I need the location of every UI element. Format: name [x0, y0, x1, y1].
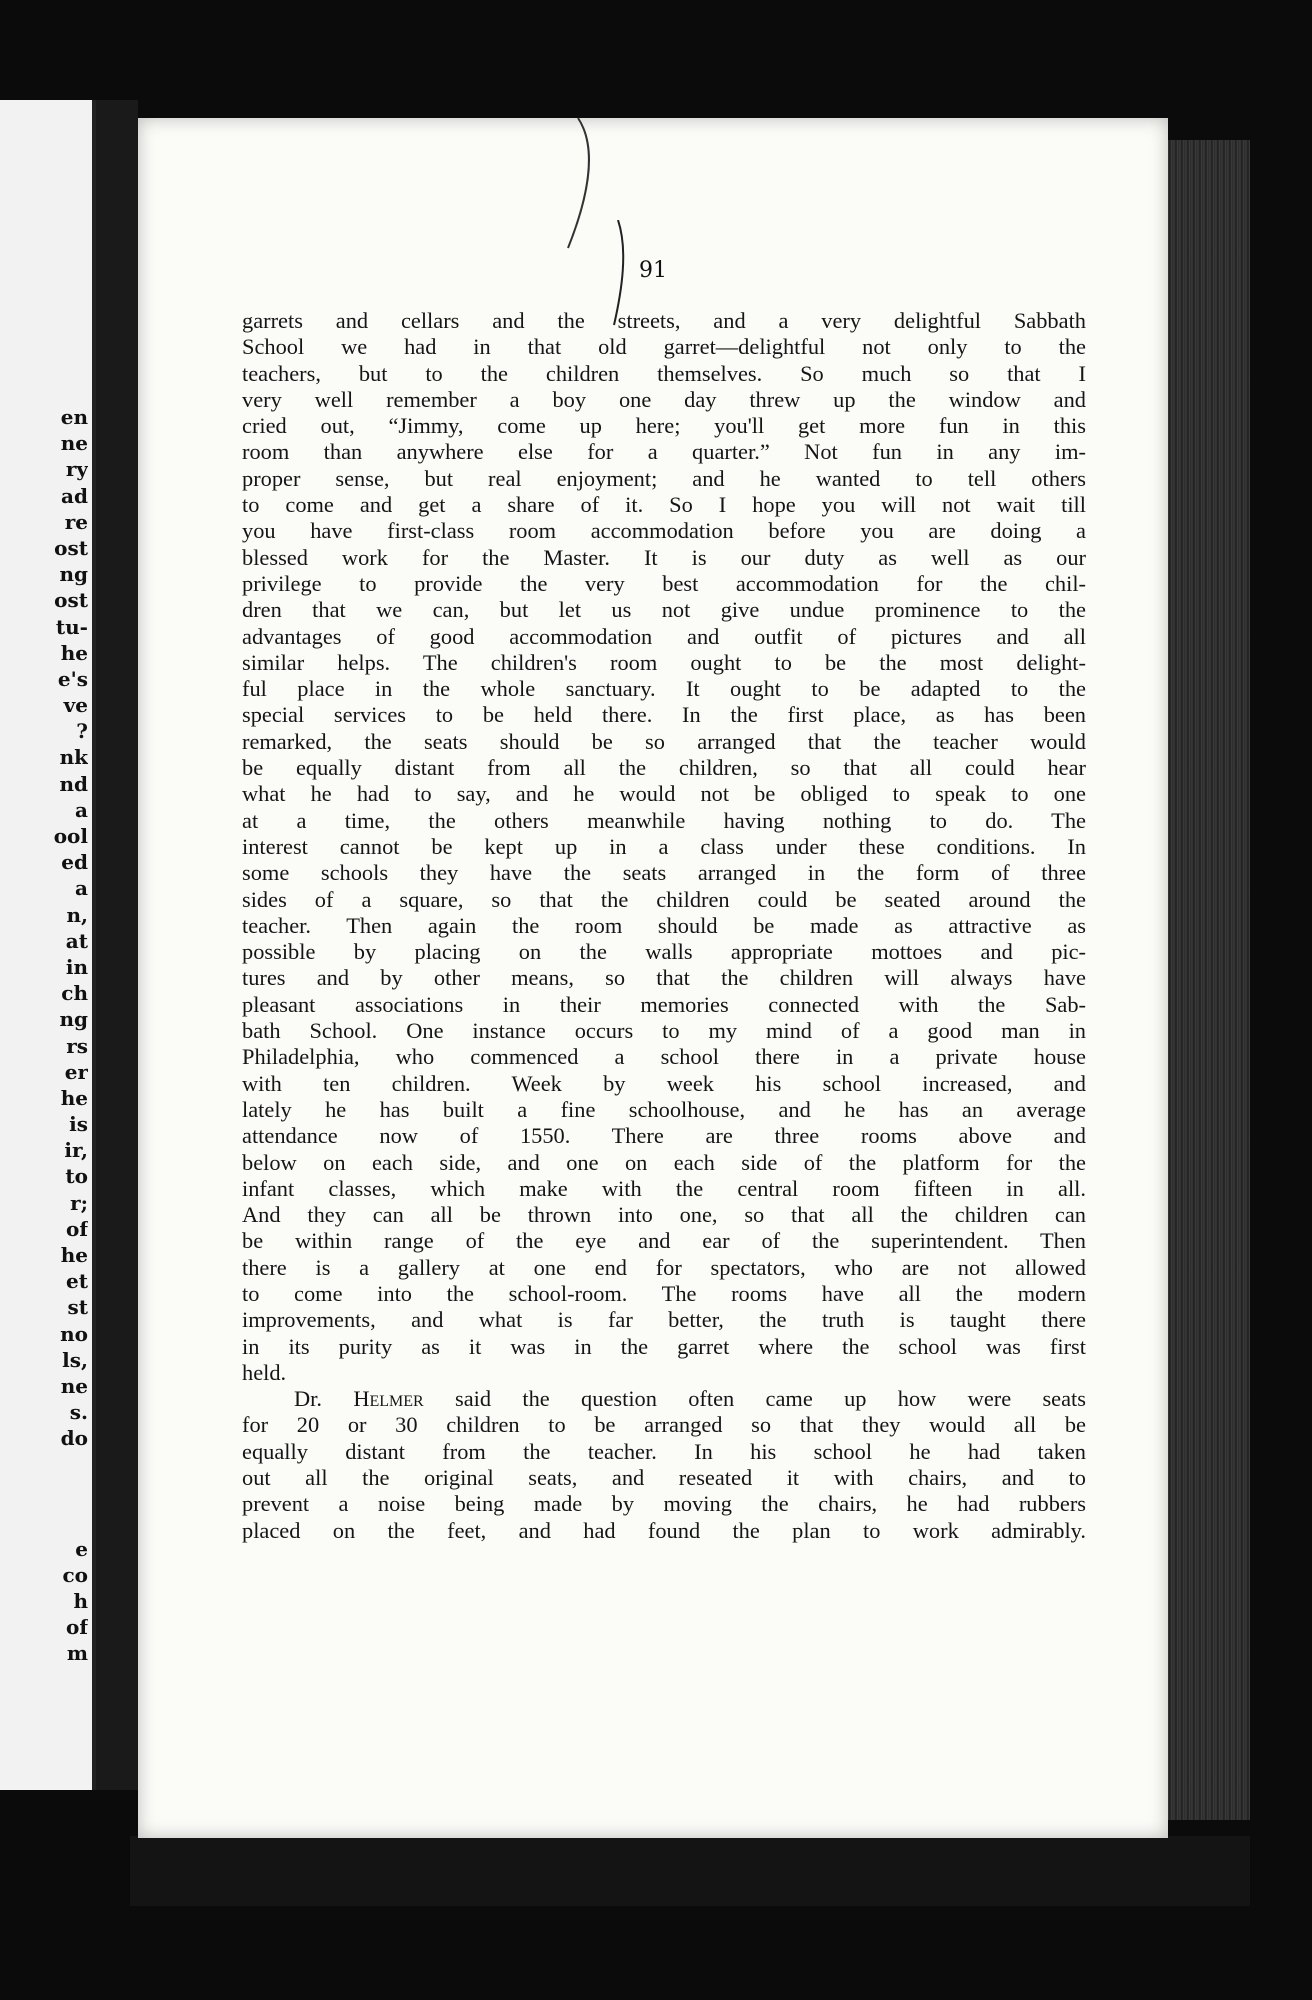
- page-edges: [1160, 140, 1250, 1820]
- text-line: pleasant associations in their memories connected with the Sab-: [242, 991, 1086, 1017]
- text-line: attendance now of 1550. There are three rooms above and: [242, 1123, 1086, 1149]
- speaker-name: Helmer: [353, 1386, 424, 1412]
- left-page-fragment: n,: [66, 902, 88, 927]
- left-page-fragment: he: [60, 1085, 88, 1110]
- text-line: held.: [242, 1359, 287, 1385]
- text-line: remarked, the seats should be so arranged that the teacher would: [242, 728, 1086, 754]
- speaker-rest: said the question often came up how were seats: [455, 1386, 1086, 1412]
- text-line: out all the original seats, and reseated it with chairs, and to: [242, 1465, 1086, 1491]
- text-line: garrets and cellars and the streets, and a very delightful Sabbath: [242, 308, 1086, 333]
- left-page-fragment: ng: [59, 1007, 88, 1032]
- text-line: possible by placing on the walls appropriate mottoes and pic-: [242, 939, 1086, 965]
- left-page-text-fragments: [0, 404, 92, 1666]
- text-line: teacher. Then again the room should be made as attractive as: [242, 912, 1086, 938]
- left-page-fragment: ng: [59, 562, 88, 587]
- left-page-fragment: en: [60, 405, 88, 429]
- left-page-fragment: ?: [76, 719, 88, 744]
- text-line: very well remember a boy one day threw up the window and: [242, 386, 1086, 412]
- left-page-fragment: a: [75, 797, 88, 822]
- left-page-fragment: he: [60, 640, 88, 665]
- left-page-fragment: er: [64, 1059, 88, 1084]
- left-page-fragment: st: [67, 1295, 88, 1320]
- book-gutter: [96, 100, 138, 1790]
- left-page-fragment: ne: [60, 1373, 88, 1398]
- text-line: lately he has built a fine schoolhouse, and he has an average: [242, 1096, 1086, 1122]
- left-facing-page: [0, 100, 96, 1790]
- text-line: improvements, and what is far better, the truth is taught there: [242, 1307, 1086, 1333]
- left-page-fragment: rs: [66, 1033, 88, 1058]
- text-line: School we had in that old garret—delightful not only to the: [242, 334, 1086, 360]
- fragment-gap: [0, 1452, 88, 1536]
- text-line: proper sense, but real enjoyment; and he wanted to tell others: [242, 465, 1086, 491]
- text-line: interest cannot be kept up in a class under these conditions. In: [242, 833, 1086, 859]
- left-page-fragment: do: [60, 1426, 88, 1451]
- left-page-fragment: ve: [63, 693, 88, 718]
- left-page-fragment: m: [66, 1641, 88, 1666]
- left-page-fragment: e: [75, 1536, 88, 1561]
- text-line: And they can all be thrown into one, so that all the children can: [242, 1202, 1086, 1228]
- text-line: be within range of the eye and ear of the superintendent. Then: [242, 1228, 1086, 1254]
- left-page-fragment: et: [66, 1269, 88, 1294]
- text-line: teachers, but to the children themselves. So much so that I: [242, 360, 1086, 386]
- text-line: sides of a square, so that the children could be seated around the: [242, 886, 1086, 912]
- text-line: tures and by other means, so that the children will always have: [242, 965, 1086, 991]
- text-line: Philadelphia, who commenced a school there in a private house: [242, 1044, 1086, 1070]
- text-line: blessed work for the Master. It is our duty as well as our: [242, 544, 1086, 570]
- text-line: some schools they have the seats arranged in the form of three: [242, 860, 1086, 886]
- left-page-fragment: ch: [61, 981, 88, 1006]
- left-page-fragment: ne: [60, 431, 88, 456]
- left-page-fragment: re: [64, 509, 88, 534]
- left-page-fragment: is: [69, 1112, 88, 1137]
- left-page-fragment: nd: [59, 771, 88, 796]
- text-line: room than anywhere else for a quarter.” Not fun in any im-: [242, 439, 1086, 465]
- text-line: dren that we can, but let us not give undue prominence to the: [242, 597, 1086, 623]
- page-body-text: [242, 308, 1086, 1544]
- left-page-fragment: co: [62, 1562, 88, 1587]
- text-line: placed on the feet, and had found the plan to work admirably.: [242, 1517, 1086, 1543]
- left-page-fragment: ed: [61, 850, 88, 875]
- left-page-fragment: ry: [65, 457, 88, 482]
- left-page-fragment: to: [65, 1164, 88, 1189]
- left-page-fragment: no: [60, 1321, 88, 1346]
- left-page-fragment: r;: [70, 1190, 88, 1215]
- bottom-shadow: [130, 1836, 1250, 1906]
- left-page-fragment: a: [75, 876, 88, 901]
- text-line: what he had to say, and he would not be obliged to speak to one: [242, 781, 1086, 807]
- left-page-fragment: at: [65, 928, 88, 953]
- text-line: bath School. One instance occurs to my mind of a good man in: [242, 1018, 1086, 1044]
- text-line: at a time, the others meanwhile having nothing to do. The: [242, 807, 1086, 833]
- text-line: special services to be held there. In the first place, as has been: [242, 702, 1086, 728]
- text-line: be equally distant from all the children, so that all could hear: [242, 755, 1086, 781]
- book-page: [138, 118, 1168, 1838]
- text-line: below on each side, and one on each side of the platform for the: [242, 1149, 1086, 1175]
- left-page-fragment: in: [65, 954, 88, 979]
- speaker-prefix: Dr.: [294, 1386, 322, 1412]
- left-page-fragment: ls,: [62, 1347, 88, 1372]
- left-page-fragment: ool: [53, 824, 88, 848]
- left-page-fragment: of: [66, 1615, 88, 1640]
- left-page-fragment: tu-: [55, 614, 88, 639]
- left-page-fragment: nk: [59, 745, 88, 770]
- left-page-fragment: s.: [69, 1400, 88, 1425]
- text-line: cried out, “Jimmy, come up here; you'll get more fun in this: [242, 413, 1086, 439]
- left-page-fragment: ad: [61, 483, 88, 508]
- left-page-fragment: h: [73, 1588, 88, 1613]
- left-page-fragment: e's: [57, 666, 88, 691]
- left-page-fragment: he: [60, 1243, 88, 1267]
- text-line: there is a gallery at one end for spectators, who are not allowed: [242, 1254, 1086, 1280]
- left-page-fragment: ost: [54, 588, 88, 613]
- text-line: in its purity as it was in the garret where the school was first: [242, 1333, 1086, 1359]
- text-line: infant classes, which make with the central room fifteen in all.: [242, 1175, 1086, 1201]
- text-line: with ten children. Week by week his school increased, and: [242, 1070, 1086, 1096]
- text-line: ful place in the whole sanctuary. It ought to be adapted to the: [242, 676, 1086, 702]
- text-line: for 20 or 30 children to be arranged so that they would all be: [242, 1412, 1086, 1438]
- left-page-fragment: ost: [54, 535, 88, 560]
- text-line: advantages of good accommodation and outfit of pictures and all: [242, 623, 1086, 649]
- text-line: similar helps. The children's room ought to be the most delight-: [242, 649, 1086, 675]
- text-line: you have first-class room accommodation before you are doing a: [242, 518, 1086, 544]
- left-page-fragment: ir,: [64, 1138, 88, 1163]
- left-page-fragment: of: [66, 1216, 88, 1241]
- text-line: prevent a noise being made by moving the chairs, he had rubbers: [242, 1491, 1086, 1517]
- text-line: to come and get a share of it. So I hope you will not wait till: [242, 492, 1086, 518]
- pencil-scribble-icon: [558, 108, 618, 258]
- text-line: [242, 1386, 1086, 1412]
- text-line: to come into the school-room. The rooms have all the modern: [242, 1280, 1086, 1306]
- page-number: 91: [639, 258, 667, 283]
- text-line: privilege to provide the very best accommodation for the chil-: [242, 570, 1086, 596]
- text-line: equally distant from the teacher. In his school he had taken: [242, 1438, 1086, 1464]
